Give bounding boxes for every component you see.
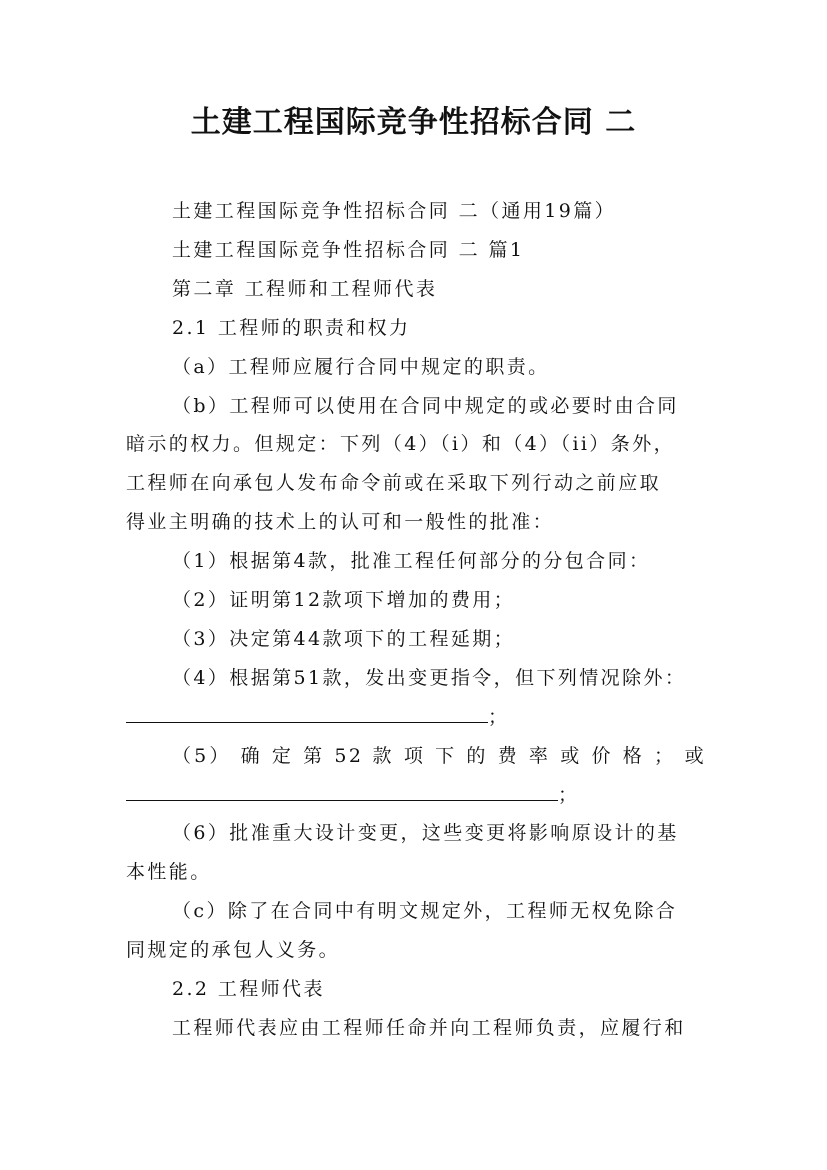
paragraph-line: （c）除了在合同中有明文规定外，工程师无权免除合 <box>172 900 678 922</box>
paragraph-line: （1）根据第4款，批准工程任何部分的分包合同： <box>172 550 651 572</box>
paragraph-line: 2.1 工程师的职责和权力 <box>172 317 411 339</box>
paragraph-line: （3）决定第44款项下的工程延期； <box>172 628 516 650</box>
paragraph-line: （4）根据第51款，发出变更指令，但下列情况除外： <box>172 667 687 689</box>
document-title: 土建工程国际竞争性招标合同 二 <box>190 105 637 140</box>
line-ending: ； <box>488 706 510 728</box>
paragraph-line: 工程师在向承包人发布命令前或在采取下列行动之前应取 <box>126 472 662 494</box>
paragraph-line: （2）证明第12款项下增加的费用； <box>172 589 516 611</box>
paragraph-line: （a）工程师应履行合同中规定的职责。 <box>172 356 550 378</box>
section-heading: 2.2 工程师代表 <box>172 978 325 1000</box>
blank-underline <box>126 780 558 801</box>
paragraph-line: 本性能。 <box>126 861 212 883</box>
paragraph-line: 暗示的权力。但规定：下列（4）（i）和（4）（ii）条外， <box>126 433 676 455</box>
paragraph-line: 工程师代表应由工程师任命并向工程师负责，应履行和 <box>172 1017 686 1039</box>
paragraph-line: 土建工程国际竞争性招标合同 二（通用19篇） <box>172 200 617 222</box>
paragraph-line: 土建工程国际竞争性招标合同 二 篇1 <box>172 239 525 261</box>
paragraph-line: 得业主明确的技术上的认可和一般性的批准： <box>126 511 555 533</box>
line-ending: ； <box>558 784 580 806</box>
paragraph-line: （b）工程师可以使用在合同中规定的或必要时由合同 <box>172 395 679 417</box>
paragraph-line: （6）批准重大设计变更，这些变更将影响原设计的基 <box>172 822 679 844</box>
paragraph-line: 同规定的承包人义务。 <box>126 939 341 961</box>
fill-in-line <box>126 780 706 810</box>
fill-in-line <box>126 702 706 732</box>
blank-underline <box>126 702 488 723</box>
paragraph-line: （5） 确 定 第 52 款 项 下 的 费 率 或 价 格 ； 或 <box>172 745 706 767</box>
paragraph-line: 第二章 工程师和工程师代表 <box>172 278 438 300</box>
